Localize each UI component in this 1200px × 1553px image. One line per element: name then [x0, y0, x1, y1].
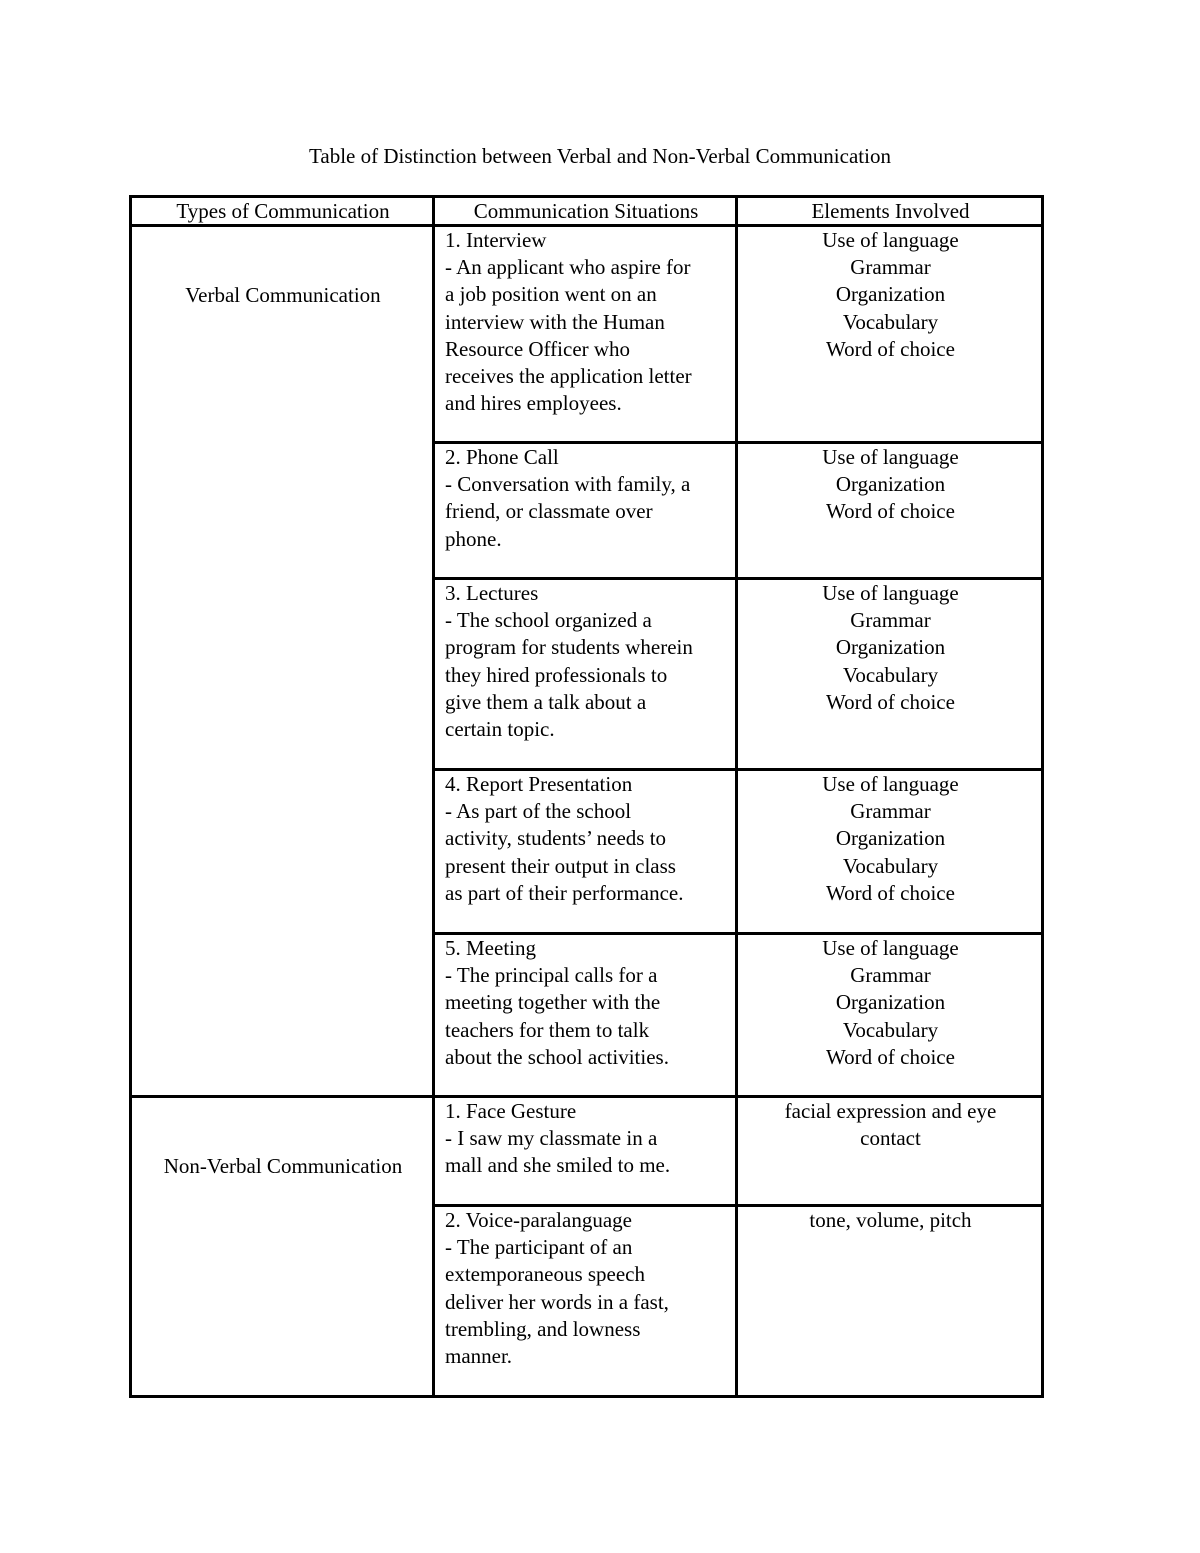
situation-line: friend, or classmate over [445, 499, 653, 524]
distinction-table [129, 195, 1044, 1398]
table-header-row [131, 197, 1043, 226]
element-item: Grammar [850, 608, 931, 633]
header-types: Types of Communication [131, 197, 434, 226]
situation-line: - As part of the school [445, 799, 632, 824]
situation-line: trembling, and lowness [445, 1316, 641, 1341]
element-item: facial expression and eye [784, 1099, 997, 1123]
situation-line: program for students wherein [445, 635, 693, 660]
situation-cell [434, 934, 737, 1097]
situation-line: 1. Interview [445, 228, 547, 252]
elements-cell [737, 934, 1043, 1097]
situation-line: - The school organized a [445, 608, 652, 633]
type-cell-verbal [131, 226, 434, 1097]
situation-line: activity, students’ needs to [445, 826, 667, 851]
situation-line: Resource Officer who [445, 336, 631, 361]
situation-line: receives the application letter [445, 364, 692, 389]
element-item: Grammar [850, 963, 931, 988]
elements-cell [737, 1206, 1043, 1397]
situation-line: 4. Report Presentation [445, 772, 633, 796]
element-item: Use of language [822, 445, 959, 469]
situation-line: meeting together with the [445, 990, 661, 1015]
element-item: Use of language [822, 228, 959, 252]
elements-cell [737, 579, 1043, 770]
situation-line: extemporaneous speech [445, 1262, 646, 1287]
situation-cell [434, 226, 737, 443]
situation-line: - The principal calls for a [445, 963, 658, 988]
situation-cell [434, 579, 737, 770]
elements-cell [737, 226, 1043, 443]
element-item: Vocabulary [842, 1017, 939, 1042]
elements-cell [737, 770, 1043, 934]
element-item: Use of language [822, 581, 959, 605]
element-item: Use of language [822, 936, 959, 960]
element-item: tone, volume, pitch [809, 1208, 972, 1232]
situation-line: certain topic. [445, 717, 555, 742]
header-elements: Elements Involved [737, 197, 1043, 226]
element-item: Organization [835, 635, 946, 660]
element-item: Vocabulary [842, 662, 939, 687]
situation-line: 1. Face Gesture [445, 1099, 577, 1123]
situation-cell [434, 1206, 737, 1397]
element-item: Grammar [850, 799, 931, 824]
element-item: Vocabulary [842, 853, 939, 878]
situation-line: 2. Phone Call [445, 445, 559, 469]
situation-line: give them a talk about a [445, 689, 647, 714]
element-item: Use of language [822, 772, 959, 796]
situation-line: 5. Meeting [445, 936, 536, 960]
element-item: contact [860, 1126, 921, 1151]
elements-cell [737, 1097, 1043, 1206]
situation-line: a job position went on an [445, 282, 657, 307]
situation-cell [434, 443, 737, 579]
situation-line: deliver her words in a fast, [445, 1289, 669, 1314]
situation-line: teachers for them to talk [445, 1017, 650, 1042]
situation-line: and hires employees. [445, 391, 622, 416]
situation-line: - The participant of an [445, 1235, 633, 1260]
situation-line: 3. Lectures [445, 581, 539, 605]
table-row [131, 226, 1043, 443]
situation-line: about the school activities. [445, 1044, 669, 1069]
table-row [131, 1097, 1043, 1206]
element-item: Organization [835, 472, 946, 497]
situation-line: - Conversation with family, a [445, 472, 691, 497]
situation-line: 2. Voice-paralanguage [445, 1208, 632, 1232]
header-situations: Communication Situations [434, 197, 737, 226]
situation-cell [434, 770, 737, 934]
element-item: Word of choice [826, 689, 955, 714]
situation-line: - I saw my classmate in a [445, 1126, 658, 1151]
situation-line: - An applicant who aspire for [445, 255, 691, 280]
situation-line: present their output in class [445, 853, 676, 878]
elements-cell [737, 443, 1043, 579]
type-label-verbal: Verbal Communication [185, 283, 381, 307]
situation-line: manner. [445, 1344, 513, 1369]
type-label-nonverbal: Non-Verbal Communication [163, 1154, 403, 1178]
situation-line: phone. [445, 526, 502, 551]
document-title: Table of Distinction between Verbal and Non-Verbal Communication [309, 144, 891, 168]
element-item: Grammar [850, 255, 931, 280]
element-item: Word of choice [826, 1044, 955, 1069]
situation-line: mall and she smiled to me. [445, 1153, 671, 1178]
situation-line: interview with the Human [445, 309, 665, 334]
element-item: Organization [835, 990, 946, 1015]
element-item: Vocabulary [842, 309, 939, 334]
element-item: Word of choice [826, 499, 955, 524]
situation-cell [434, 1097, 737, 1206]
situation-line: as part of their performance. [445, 880, 684, 905]
element-item: Word of choice [826, 880, 955, 905]
element-item: Organization [835, 282, 946, 307]
element-item: Organization [835, 826, 946, 851]
element-item: Word of choice [826, 336, 955, 361]
situation-line: they hired professionals to [445, 662, 668, 687]
type-cell-nonverbal [131, 1097, 434, 1397]
